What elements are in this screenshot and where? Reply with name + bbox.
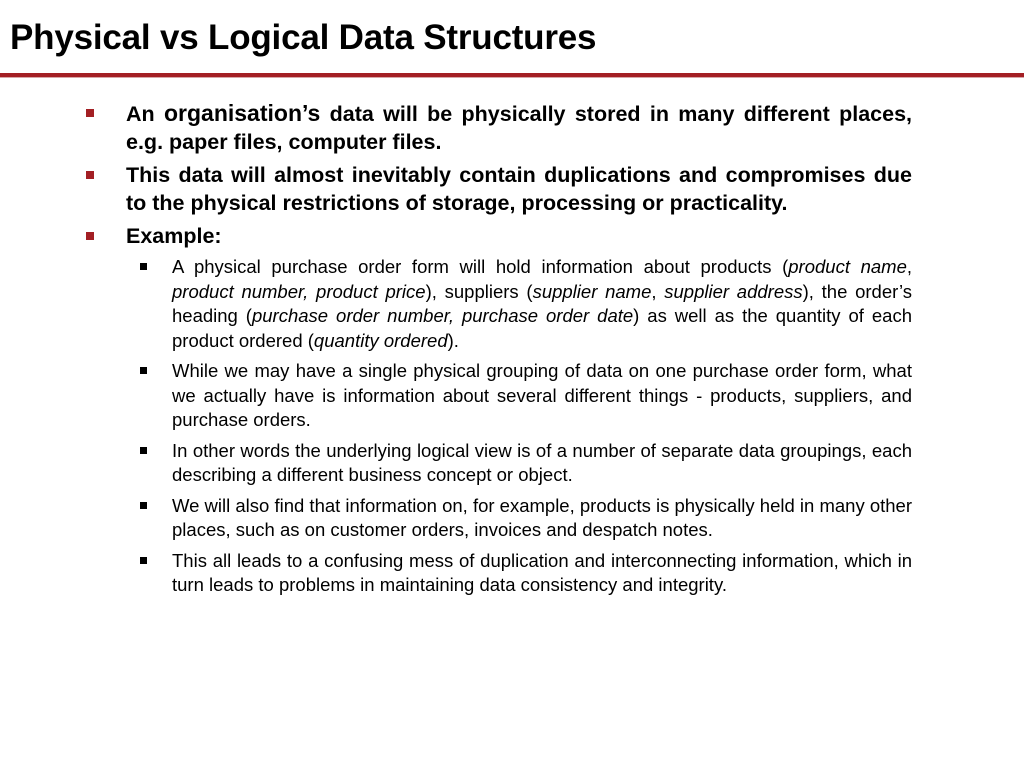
slide-title: Physical vs Logical Data Structures [10,18,597,57]
sub-text: , [651,280,665,302]
sub-text: , [906,256,912,277]
example-sub-list [86,255,912,598]
sub-text: This all leads to a confusing mess of duplication and interconnecting information, which in turn leads to problems in maintaining data consistency and integrity. [172,549,912,595]
sub-text: ), the order’s heading ( [172,280,913,326]
sub-text: We will also find that information on, for example, products is physically held in many other places, such as on customer orders, invoices and despatch notes. [172,494,913,540]
square-bullet-icon [86,109,94,117]
bullet-text-lead: An [126,102,164,126]
bullet-item [86,99,912,156]
sub-bullet-item [86,549,912,598]
bullet-text-rest: data will be physically stored in many different places, e.g. paper files, computer files. [126,102,912,154]
sub-text: ), suppliers ( [425,280,533,302]
sub-bullet-item [86,359,912,433]
sub-text: In other words the underlying logical view is of a number of separate data groupings, each describing a different business concept or object. [172,439,912,485]
sub-text-italic: purchase order number, purchase order date [251,305,634,326]
bullet-item [86,161,912,217]
sub-bullet-item [86,255,912,353]
sub-text-italic: supplier name [532,280,652,302]
bullet-item [86,222,912,250]
title-divider-shadow [0,77,1024,78]
square-sub-bullet-icon [140,447,147,454]
square-bullet-icon [86,171,94,179]
sub-text-italic: supplier address [664,280,803,302]
square-bullet-icon [86,232,94,240]
bullet-text: This data will almost inevitably contain duplications and compromises due to the physical restrictions of storage, processing or practicality. [126,163,912,215]
sub-text: A physical purchase order form will hold information about products ( [172,256,789,277]
slide-content [86,99,912,604]
bullet-text-emphasis: organisation’s [163,100,321,126]
square-sub-bullet-icon [140,557,147,564]
sub-bullet-item [86,494,912,543]
square-sub-bullet-icon [140,502,147,509]
sub-text: ) as well as the quantity of each product ordered ( [172,305,912,351]
square-sub-bullet-icon [140,263,147,270]
sub-bullet-item [86,439,912,488]
sub-text: While we may have a single physical grouping of data on one purchase order form, what we actually have is information about several different things - products, suppliers, and purchase orders. [172,360,912,430]
bullet-text: Example: [126,224,222,248]
sub-text-italic: product number, product price [172,280,426,302]
sub-text: ). [447,329,459,351]
sub-text-italic: quantity ordered [313,329,448,351]
square-sub-bullet-icon [140,367,147,374]
sub-text-italic: product name [788,256,907,277]
